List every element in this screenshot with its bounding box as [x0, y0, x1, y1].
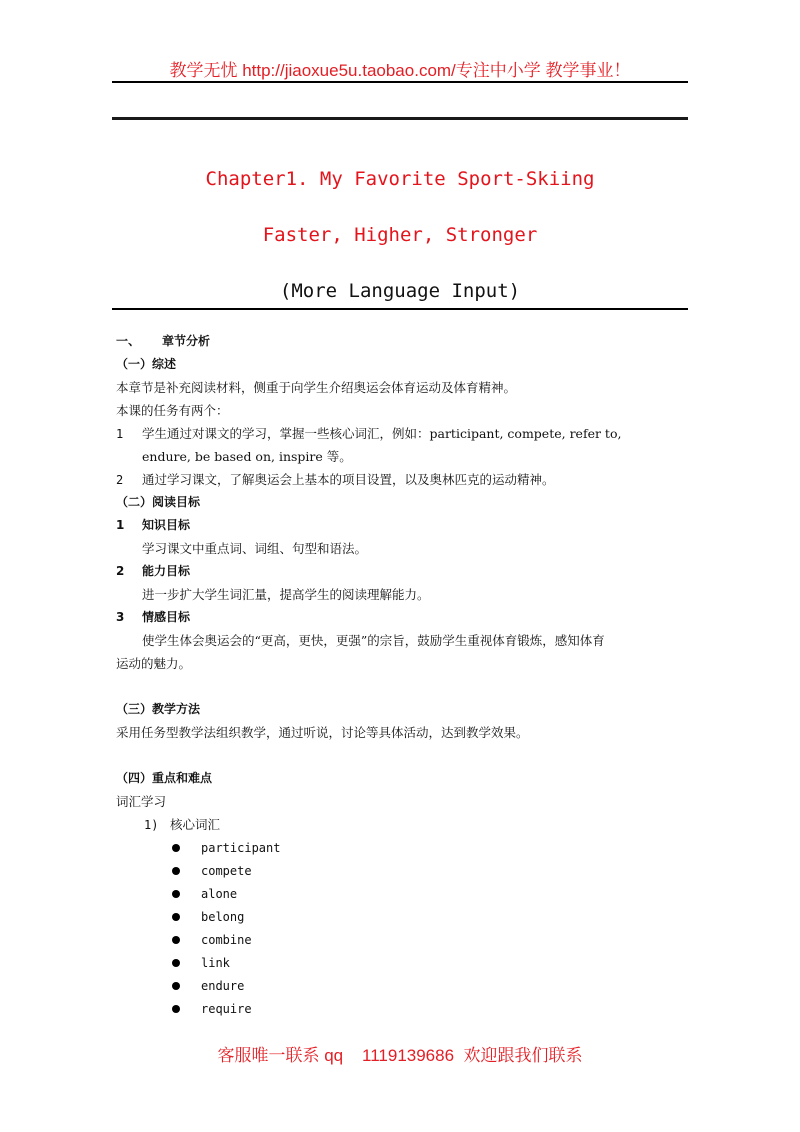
subsection-heading-4: （四）重点和难点: [116, 771, 213, 785]
vocab-word: combine: [201, 932, 252, 947]
vocab-word: compete: [201, 863, 252, 878]
list-item: [172, 974, 280, 997]
task-item-2: [116, 468, 555, 492]
item-number: 1): [144, 818, 159, 832]
goal-2-heading: [116, 560, 190, 583]
goal-title: 能力目标: [142, 564, 191, 578]
list-item: [172, 928, 280, 951]
goal-number: 2: [116, 564, 125, 578]
list-item: [172, 997, 280, 1020]
list-item: [172, 882, 280, 905]
list-item: [172, 859, 280, 882]
vocab-list: [172, 836, 280, 1020]
header-thick-rule: [112, 117, 688, 120]
vocab-word: belong: [201, 909, 245, 924]
bullet-icon: [172, 890, 180, 898]
vocab-word: alone: [201, 886, 238, 901]
bullet-icon: [172, 867, 180, 875]
list-item: [172, 951, 280, 974]
goal-2-text: 进一步扩大学生词汇量，提高学生的阅读理解能力。: [142, 587, 430, 602]
task-text: 通过学习课文，了解奥运会上基本的项目设置，以及奥林匹克的运动精神。: [142, 472, 555, 487]
footer-banner: 客服唯一联系 qq 1119139686 欢迎跟我们联系: [217, 1046, 583, 1065]
chapter-title: Chapter1. My Favorite Sport-Skiing: [205, 168, 595, 190]
task-number: 1: [116, 427, 124, 441]
goal-3-text-cont: 运动的魅力。: [116, 656, 192, 671]
goal-number: 1: [116, 518, 125, 532]
title-rule: [112, 308, 688, 310]
goal-number: 3: [116, 610, 125, 624]
bullet-icon: [172, 844, 180, 852]
section-title: 章节分析: [162, 334, 211, 348]
task-item-1: [116, 422, 621, 446]
chapter-subtitle: Faster, Higher, Stronger: [262, 224, 538, 246]
bullet-icon: [172, 959, 180, 967]
paragraph: 采用任务型教学法组织教学，通过听说，讨论等具体活动，达到教学效果。: [116, 725, 529, 740]
bullet-icon: [172, 936, 180, 944]
bullet-icon: [172, 1005, 180, 1013]
item-label: 核心词汇: [170, 817, 221, 832]
subsection-heading-3: （三）教学方法: [116, 702, 201, 716]
section-heading: [116, 330, 210, 353]
paragraph: 词汇学习: [116, 794, 167, 809]
header-rule: [112, 81, 688, 83]
goal-1-heading: [116, 514, 190, 537]
task-item-1-cont: endure, be based on, inspire 等。: [142, 449, 352, 464]
bullet-icon: [172, 982, 180, 990]
paragraph: 本章节是补充阅读材料，侧重于向学生介绍奥运会体育运动及体育精神。: [116, 380, 517, 395]
list-item: [172, 905, 280, 928]
paragraph: 本课的任务有两个：: [116, 403, 229, 418]
bullet-icon: [172, 913, 180, 921]
vocab-word: participant: [201, 840, 281, 855]
vocab-subheading: [144, 813, 220, 837]
chapter-note: (More Language Input): [279, 280, 521, 302]
list-item: [172, 836, 280, 859]
section-number: 一、: [116, 334, 141, 348]
vocab-word: link: [201, 955, 230, 970]
task-text: 学生通过对课文的学习，掌握一些核心词汇，例如：participant, compete, refer to,: [142, 426, 622, 441]
goal-3-text: 使学生体会奥运会的“更高，更快，更强”的宗旨，鼓励学生重视体育锻炼，感知体育: [142, 633, 605, 648]
subsection-heading-2: （二）阅读目标: [116, 495, 201, 509]
goal-1-text: 学习课文中重点词、词组、句型和语法。: [142, 541, 368, 556]
goal-title: 情感目标: [142, 610, 191, 624]
task-number: 2: [116, 473, 124, 487]
vocab-word: endure: [201, 978, 245, 993]
vocab-word: require: [201, 1001, 252, 1016]
goal-title: 知识目标: [142, 518, 191, 532]
header-banner: 教学无忧 http://jiaoxue5u.taobao.com/专注中小学 教学事业！: [169, 61, 631, 80]
subsection-heading-1: （一）综述: [116, 357, 177, 371]
goal-3-heading: [116, 606, 190, 629]
